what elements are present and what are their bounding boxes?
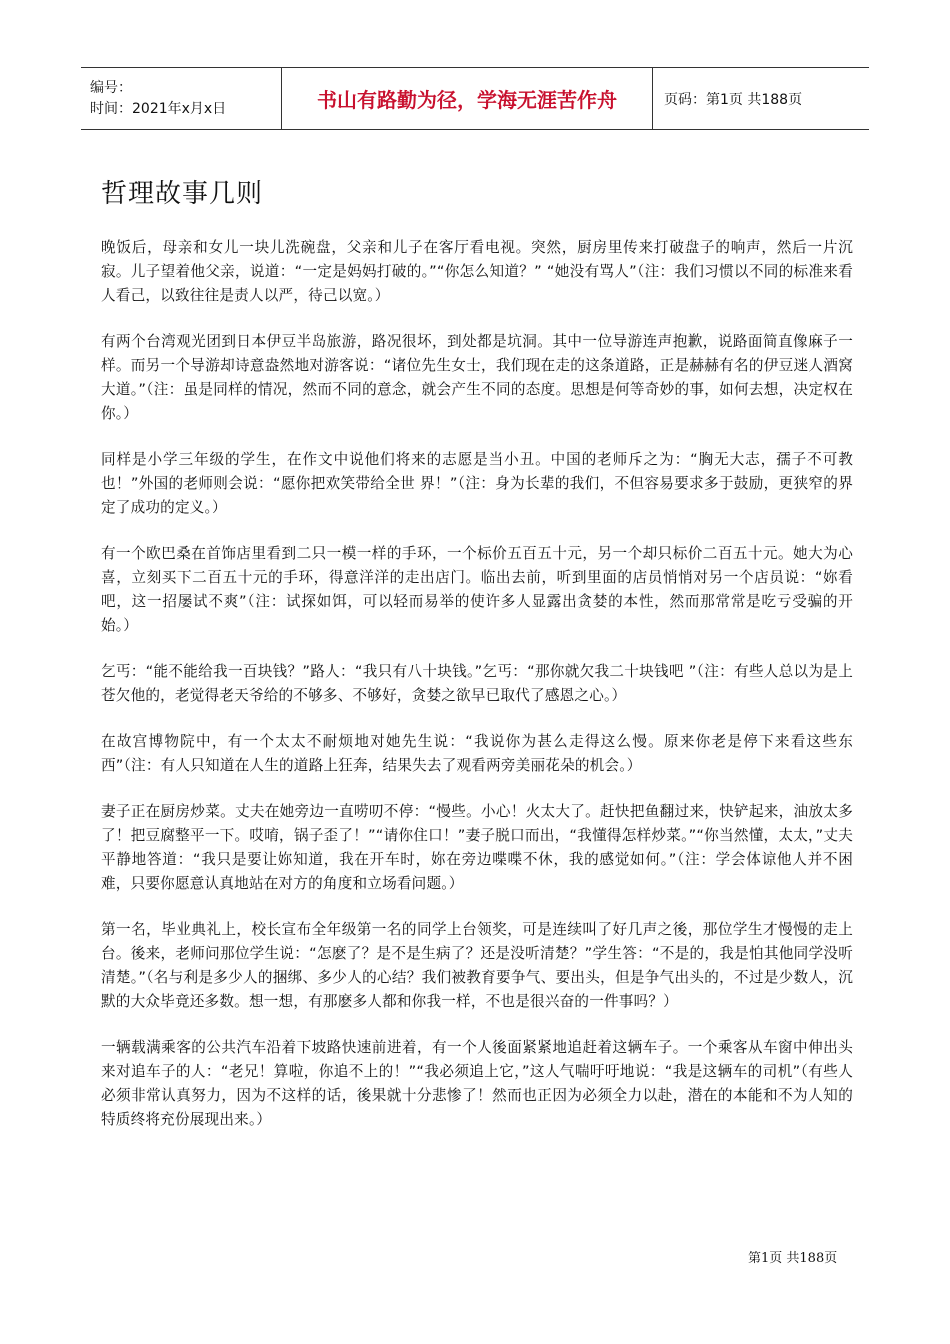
- story-paragraph: 乞丐：“能不能给我一百块钱？”路人：“我只有八十块钱。”乞丐：“那你就欠我二十块钱吧 ”（注：有些人总以为是上苍欠他的，老觉得老天爷给的不够多、不够好，贪婪之欲早已取代了感恩之心。）: [101, 663, 853, 704]
- story-paragraph: 一辆载满乘客的公共汽车沿着下坡路快速前进着，有一个人後面紧紧地追赶着这辆车子。一个乘客从车窗中伸出头来对追车子的人：“老兄！算啦，你追不上的！”“我必须追上它，”这人气喘吁吁地说：“我是这辆车的司机”（有些人必须非常认真努力，因为不这样的话，後果就十分悲惨了！然而也正因为必须全力以赴，潜在的本能和不为人知的特质终将充份展现出来。）: [101, 1039, 853, 1128]
- motto-text: 书山有路勤为径，学海无涯苦作舟: [317, 88, 617, 112]
- story-paragraph: 有两个台湾观光团到日本伊豆半岛旅游，路况很坏，到处都是坑洞。其中一位导游连声抱歉，说路面简直像麻子一样。而另一个导游却诗意盎然地对游客说：“诸位先生女士，我们现在走的这条道路，正是赫赫有名的伊豆迷人酒窝大道。”（注：虽是同样的情况，然而不同的意念，就会产生不同的态度。思想是何等奇妙的事，如何去想，决定权在你。）: [101, 333, 853, 422]
- story-paragraph: 有一个欧巴桑在首饰店里看到二只一模一样的手环，一个标价五百五十元，另一个却只标价二百五十元。她大为心喜，立刻买下二百五十元的手环，得意洋洋的走出店门。临出去前，听到里面的店员悄悄对另一个店员说：“妳看吧，这一招屡试不爽”（注：试探如饵，可以轻而易举的使许多人显露出贪婪的本性，然而那常常是吃亏受骗的开始。）: [101, 545, 853, 634]
- header-motto: [282, 68, 653, 129]
- document-title: 哲理故事几则: [101, 179, 264, 209]
- date-label: 时间：2021年x月x日: [90, 100, 227, 117]
- number-label: 编号：: [90, 79, 132, 96]
- story-paragraph: 晚饭后，母亲和女儿一块儿洗碗盘，父亲和儿子在客厅看电视。突然，厨房里传来打破盘子的响声，然后一片沉寂。儿子望着他父亲，说道：“一定是妈妈打破的。”“你怎么知道？” “她没有骂人”（注：我们习惯以不同的标准来看人看己，以致往往是责人以严，待己以宽。）: [101, 239, 853, 304]
- header-page-number: [653, 68, 869, 129]
- page-footer: [748, 1247, 837, 1266]
- story-paragraph: 第一名，毕业典礼上，校长宣布全年级第一名的同学上台领奖，可是连续叫了好几声之後，那位学生才慢慢的走上台。後来，老师问那位学生说：“怎麽了？是不是生病了？还是没听清楚？”学生答：“不是的，我是怕其他同学没听清楚。”（名与利是多少人的捆绑、多少人的心结？我们被教育要争气、要出头，但是争气出头的，不过是少数人，沉默的大众毕竟还多数。想一想，有那麽多人都和你我一样，不也是很兴奋的一件事吗？）: [101, 921, 853, 1010]
- page-header: [81, 67, 869, 130]
- story-paragraph: 在故宫博物院中，有一个太太不耐烦地对她先生说：“我说你为甚么走得这么慢。原来你老是停下来看这些东西”（注：有人只知道在人生的道路上狂奔，结果失去了观看两旁美丽花朵的机会。）: [101, 733, 853, 774]
- header-meta: [81, 68, 282, 129]
- story-paragraph: 同样是小学三年级的学生，在作文中说他们将来的志愿是当小丑。中国的老师斥之为：“胸无大志，孺子不可教也！”外国的老师则会说：“愿你把欢笑带给全世 界！”（注：身为长辈的我们，不但容易要求多于鼓励，更狭窄的界定了成功的定义。）: [101, 451, 853, 516]
- story-paragraph: 妻子正在厨房炒菜。丈夫在她旁边一直唠叨不停：“慢些。小心！火太大了。赶快把鱼翻过来，快铲起来，油放太多了！把豆腐整平一下。哎唷，锅子歪了！”“请你住口！”妻子脱口而出，“我懂得怎样炒菜。”“你当然懂，太太，”丈夫平静地答道：“我只是要让妳知道，我在开车时，妳在旁边喋喋不休，我的感觉如何。”（注：学会体谅他人并不困难，只要你愿意认真地站在对方的角度和立场看问题。）: [101, 803, 853, 892]
- footer-page-label: 第1页 共188页: [748, 1251, 838, 1266]
- page-label: 页码：第1页 共188页: [664, 91, 803, 108]
- document-body: [101, 236, 853, 1154]
